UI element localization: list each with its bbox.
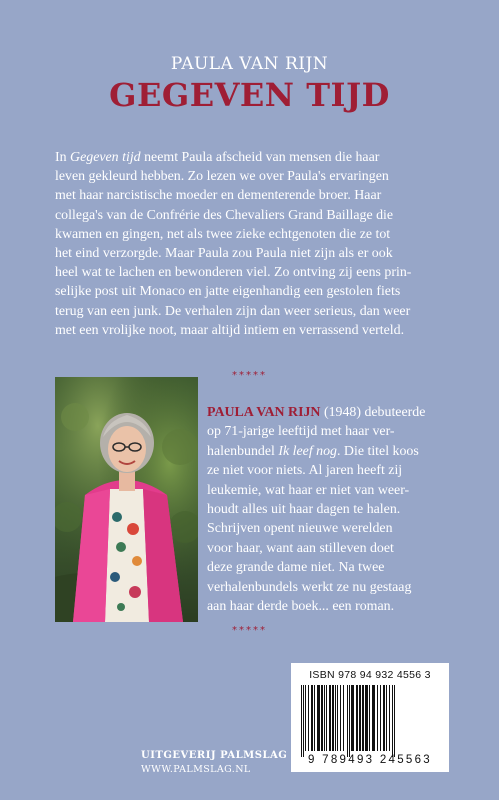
barcode-bar: [362, 685, 364, 751]
publisher-name: UITGEVERIJ PALMSLAG: [141, 750, 288, 761]
separator-stars-top: *****: [232, 370, 267, 381]
barcode-bar: [392, 685, 393, 757]
barcode-bar: [326, 685, 327, 751]
bio-line: leukemie, wat haar er niet van weer-: [207, 482, 410, 498]
bio-line: ze niet voor niets. Al jaren heeft zij: [207, 463, 403, 479]
barcode-bar: [329, 685, 331, 751]
barcode-bar: [365, 685, 368, 751]
barcode-bar: [359, 685, 361, 751]
bio-line: halenbundel Ik leef nog. Die titel koos: [207, 443, 419, 459]
barcode-bar: [324, 685, 325, 751]
barcode-bar: [351, 685, 354, 751]
blurb-line: het eind verzorgde. Maar Paula zou Paula niet zijn als er ook: [55, 246, 393, 262]
barcode-bar: [335, 685, 336, 751]
barcode-bar: [301, 685, 302, 757]
ean-digits: 9 789493 245563: [307, 754, 433, 766]
barcode-bar: [386, 685, 387, 751]
blurb-line: selijke post uit Monaco en jatte eigenhandig een gestolen fiets: [55, 284, 401, 300]
barcode-bar: [305, 685, 306, 751]
book-title: GEGEVEN TIJD: [109, 76, 390, 114]
bio-line: verhalenbundels werkt ze nu gestaag: [207, 579, 412, 595]
barcode-bar: [332, 685, 334, 751]
isbn-label: ISBN 978 94 932 4556 3: [309, 669, 431, 681]
barcode-bar: [337, 685, 338, 751]
barcode-bar: [343, 685, 344, 751]
barcode-bar: [314, 685, 315, 751]
barcode-bar: [311, 685, 313, 751]
barcode-bar: [321, 685, 323, 751]
barcode-bar: [349, 685, 350, 757]
blurb-line: In Gegeven tijd neemt Paula afscheid van mensen die haar: [55, 150, 380, 165]
barcode-bar: [380, 685, 381, 751]
blurb-line: kwamen en gingen, net als twee zieke echtgenoten die ze tot: [55, 226, 391, 242]
blurb-line: met haar narcistische moeder en dementerende broer. Haar: [55, 188, 382, 204]
bio-debut-title: Ik leef nog: [278, 443, 337, 459]
bio-line: op 71-jarige leeftijd met haar ver-: [207, 424, 395, 440]
author-photo-illustration: [55, 377, 198, 622]
bio-line: Schrijven opent nieuwe werelden: [207, 521, 393, 537]
bio-line: deze grande dame niet. Na twee: [207, 560, 385, 576]
barcode-bar: [383, 685, 385, 751]
publisher-website: WWW.PALMSLAG.NL: [141, 764, 251, 775]
barcode-bar: [340, 685, 341, 751]
blurb-line: collega's van de Confrérie des Chevaliers Grand Baillage die: [55, 207, 394, 223]
bio-author-name: PAULA VAN RIJN: [207, 405, 321, 420]
blurb-text: [55, 148, 455, 340]
barcode-bar: [347, 685, 348, 757]
author-photo: [55, 377, 198, 622]
blurb-book-title: Gegeven tijd: [70, 150, 141, 165]
bio-line: PAULA VAN RIJN (1948) debuteerde: [207, 405, 426, 420]
barcode-bar: [377, 685, 378, 751]
blurb-line: met een vrolijke noot, maar altijd intiem en verrassend verteld.: [55, 322, 405, 338]
bio-line: voor haar, want aan stilleven doet: [207, 540, 394, 556]
barcode-bar: [389, 685, 390, 751]
isbn-barcode: [291, 663, 449, 772]
barcode-bar: [394, 685, 395, 757]
separator-stars-bottom: *****: [232, 625, 267, 636]
blurb-line: leven gekleurd hebben. Zo lezen we over Paula's ervaringen: [55, 169, 389, 185]
barcode-bar: [303, 685, 304, 757]
author-bio: [207, 403, 457, 616]
barcode-bar: [369, 685, 370, 751]
blurb-line: terug van een junk. De verhalen zijn dan weer serieus, dan weer: [55, 303, 411, 319]
bio-line: aan haar derde boek... een roman.: [207, 599, 395, 615]
bio-line: houdt alles uit haar dagen te halen.: [207, 502, 401, 518]
author-name: PAULA VAN RIJN: [170, 54, 329, 74]
barcode-bar: [372, 685, 375, 751]
barcode-bar: [356, 685, 358, 751]
barcode-bar: [317, 685, 320, 751]
blurb-line: heel wat te lachen en bewonderen viel. Zo ontving zij eens prin-: [55, 265, 412, 281]
barcode-bar: [308, 685, 309, 751]
